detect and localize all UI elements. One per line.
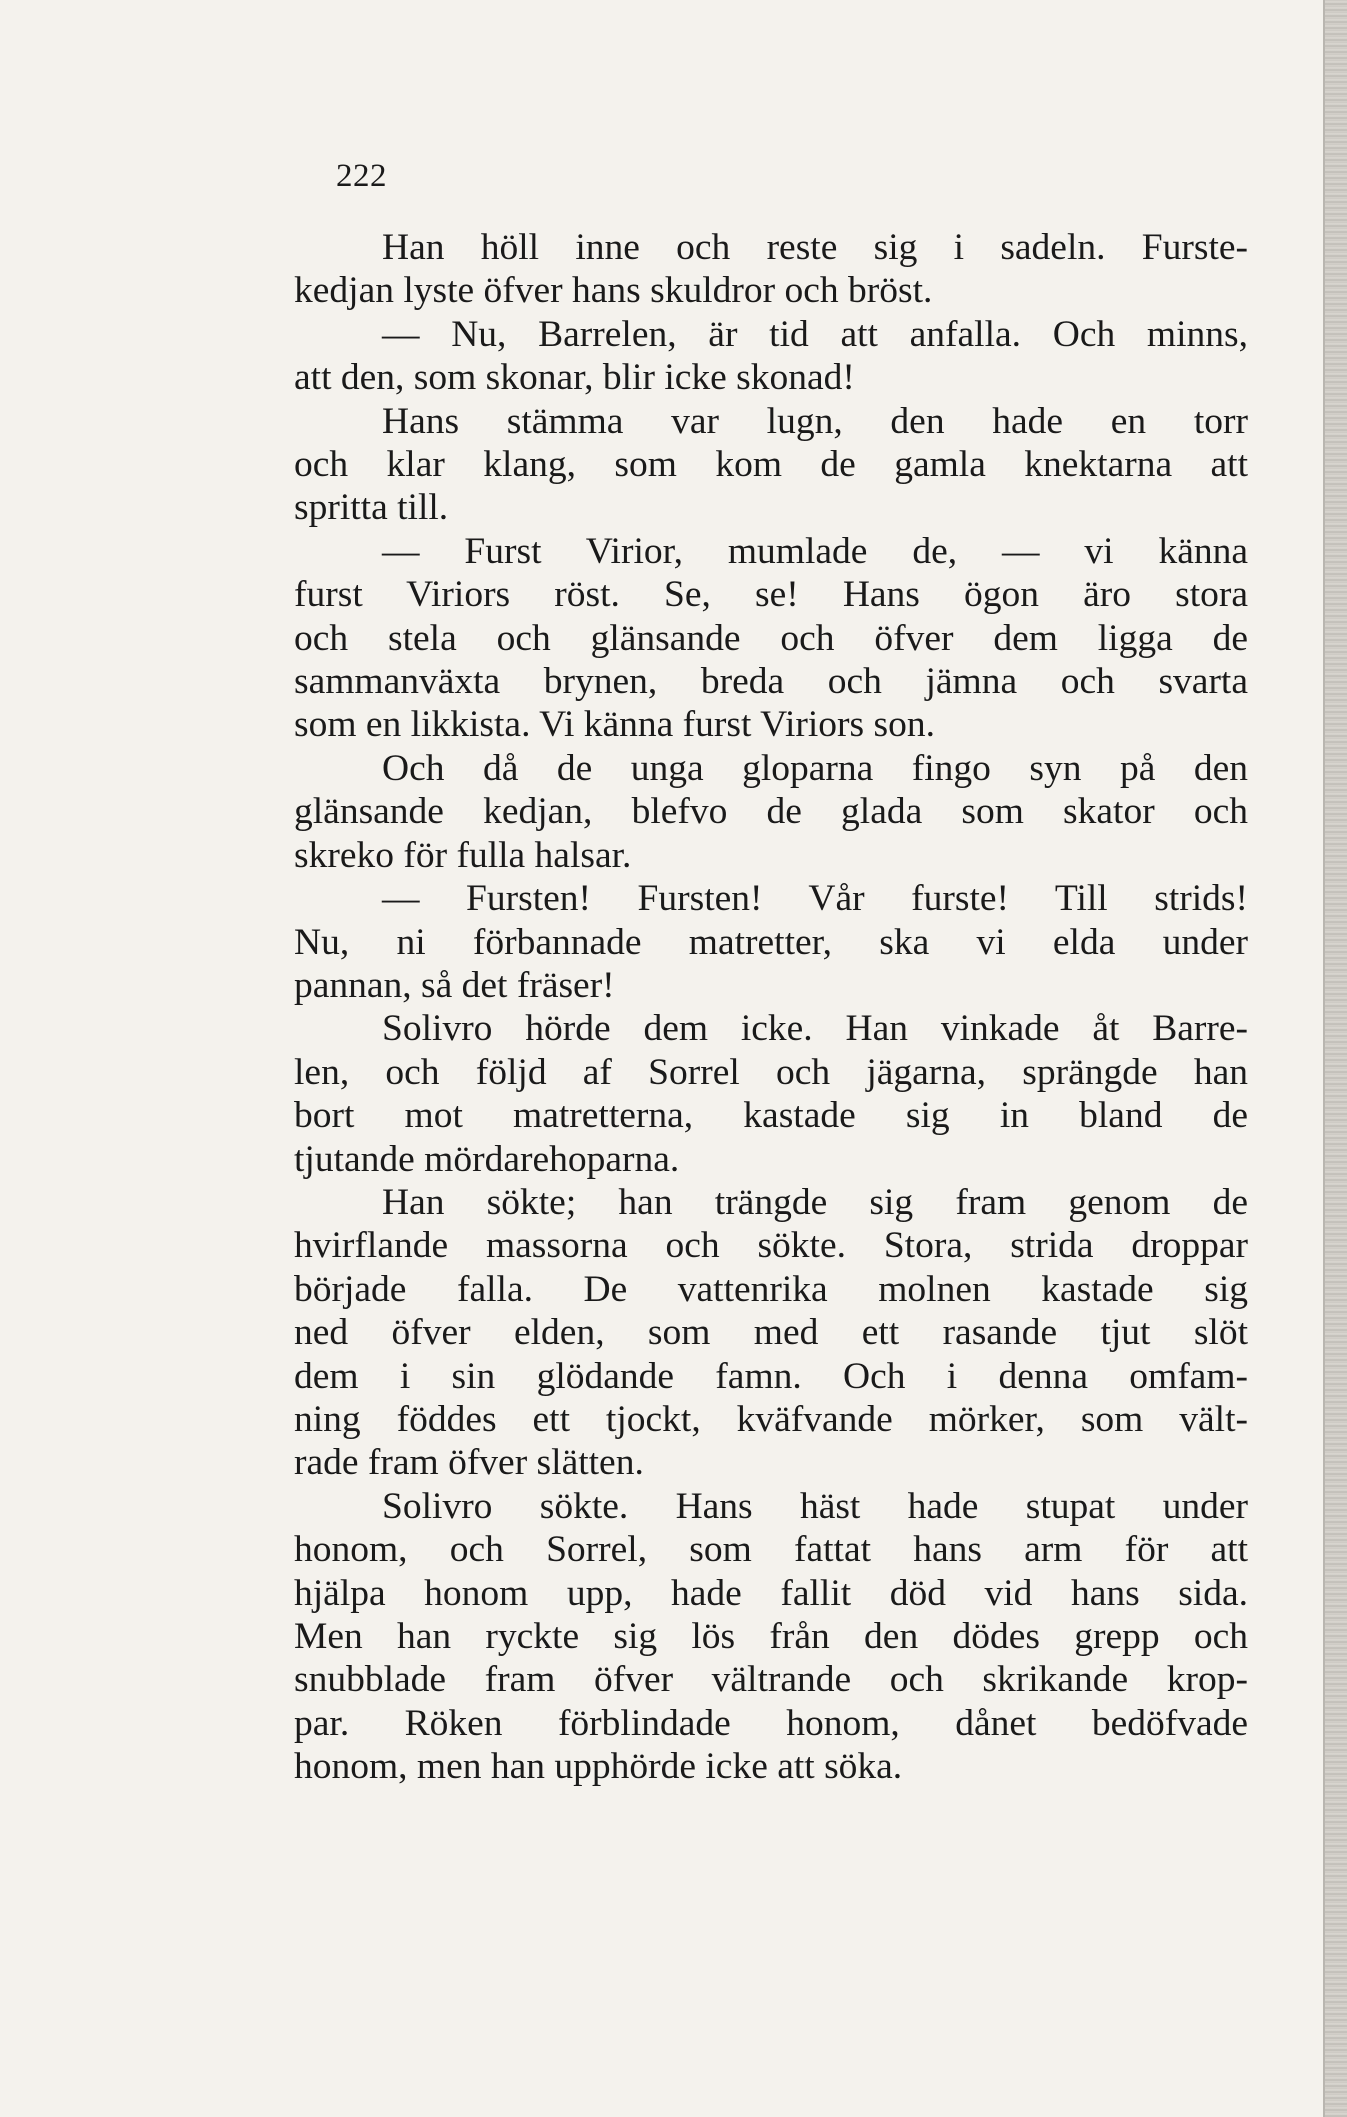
text-line: par. Röken förblindade honom, dånet bedöfvade [294,1702,1248,1744]
text-line: Men han ryckte sig lös från den dödes grepp och [294,1616,1248,1657]
text-line: ned öfver elden, som med ett rasande tjut slöt [294,1312,1248,1354]
text-line: sammanväxta brynen, breda och jämna och svarta [294,661,1248,703]
text-line: — Furst Virior, mumlade de, — vi känna [382,530,1248,572]
text-line: ning föddes ett tjockt, kväfvande mörker, som vält- [294,1398,1248,1440]
text-line: rade fram öfver slätten. [294,1442,644,1484]
text-line: glänsande kedjan, blefvo de glada som skator och [294,791,1248,833]
text-line: — Fursten! Fursten! Vår furste! Till strids! [382,878,1248,920]
text-line: hjälpa honom upp, hade fallit död vid hans sida. [294,1572,1248,1614]
text-line: Hans stämma var lugn, den hade en torr [382,400,1248,442]
text-line: spritta till. [294,487,449,529]
text-line: honom, och Sorrel, som fattat hans arm för att [294,1529,1248,1571]
text-line: som en likkista. Vi känna furst Viriors son. [294,704,935,746]
text-line: bort mot matretterna, kastade sig in bland de [294,1095,1248,1137]
text-line: honom, men han upphörde icke att söka. [294,1746,903,1788]
text-line: hvirflande massorna och sökte. Stora, strida droppar [294,1225,1248,1267]
text-line: Nu, ni förbannade matretter, ska vi elda under [294,921,1248,963]
body-text [294,226,1248,1789]
text-line: len, och följd af Sorrel och jägarna, sprängde han [294,1051,1248,1093]
text-line: snubblade fram öfver vältrande och skrikande krop- [294,1659,1248,1701]
text-line: och stela och glänsande och öfver dem ligga de [294,617,1248,659]
text-line: började falla. De vattenrika molnen kastade sig [294,1268,1248,1310]
text-line: Han sökte; han trängde sig fram genom de [382,1181,1248,1223]
text-line: skreko för fulla halsar. [294,834,632,876]
text-line: Han höll inne och reste sig i sadeln. Furste- [382,227,1248,268]
text-line: Solivro sökte. Hans häst hade stupat under [382,1485,1248,1527]
text-line: pannan, så det fräser! [294,964,615,1006]
text-line: — Nu, Barrelen, är tid att anfalla. Och minns, [382,313,1248,355]
page-edge [1323,0,1347,2117]
page-number: 222 [336,158,387,194]
text-line: dem i sin glödande famn. Och i denna omfam- [294,1355,1248,1397]
text-line: Solivro hörde dem icke. Han vinkade åt Barre- [382,1008,1248,1050]
text-line: kedjan lyste öfver hans skuldror och bröst. [294,270,933,312]
text-line: och klar klang, som kom de gamla knektarna att [294,444,1248,486]
text-line: tjutande mördarehoparna. [294,1138,680,1180]
text-line: furst Viriors röst. Se, se! Hans ögon äro stora [294,574,1248,616]
text-line: att den, som skonar, blir icke skonad! [294,357,855,399]
text-line: Och då de unga gloparna fingo syn på den [382,747,1248,789]
